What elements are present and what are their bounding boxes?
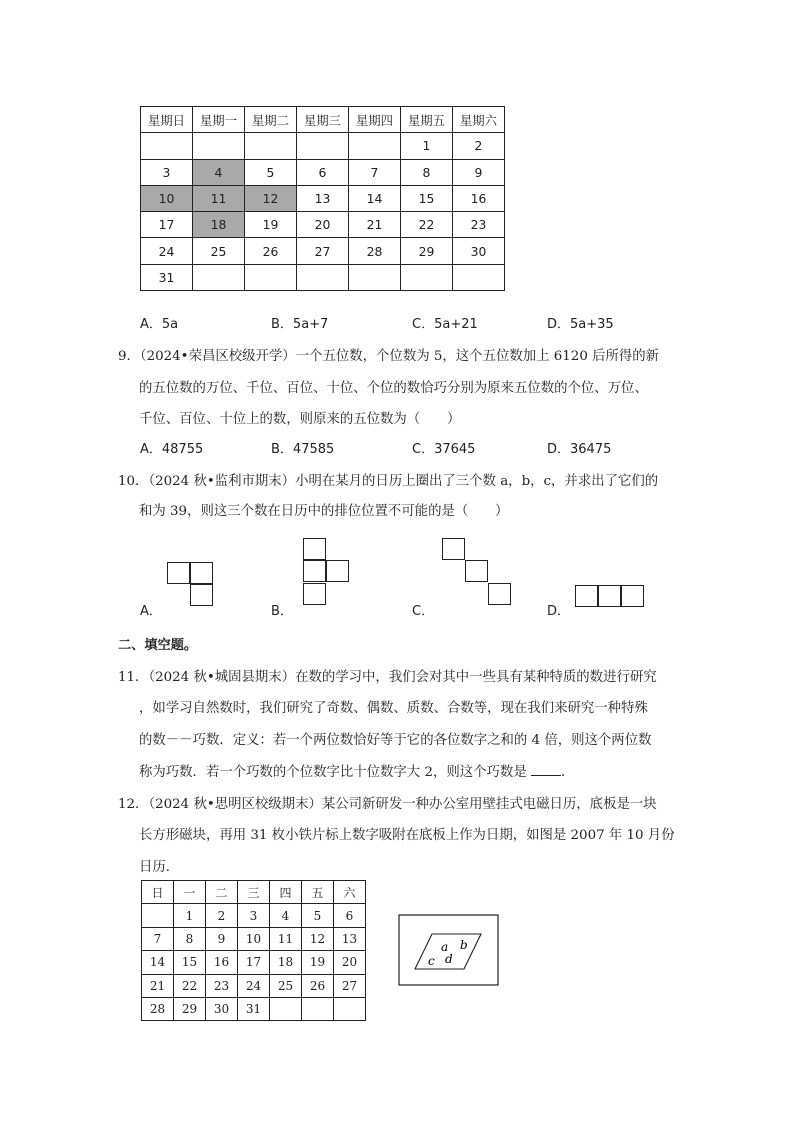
calendar-day-cell: 29 — [401, 238, 453, 264]
calendar-day-cell: 26 — [245, 238, 297, 264]
q10-option-c[interactable]: C． — [412, 604, 435, 619]
q11-line-4-tail: ． — [560, 765, 575, 780]
calendar-row — [141, 159, 505, 185]
grid-square — [303, 583, 326, 605]
calendar-day-cell: 3 — [238, 904, 270, 927]
calendar-day-cell: 1 — [401, 133, 453, 159]
calendar-row — [142, 927, 366, 950]
calendar-day-cell: 13 — [334, 927, 366, 950]
calendar-day-cell: 18 — [193, 212, 245, 238]
grid-square — [621, 585, 644, 607]
grid-square — [442, 538, 465, 560]
calendar-day-cell: 16 — [206, 951, 238, 974]
calendar-row — [142, 974, 366, 997]
calendar-header-cell: 一 — [174, 881, 206, 904]
calendar-day-cell: 15 — [174, 951, 206, 974]
calendar-table-q8 — [140, 106, 505, 291]
section-heading: 二、填空题。 — [118, 638, 198, 653]
calendar-day-cell: 30 — [453, 238, 505, 264]
calendar-day-cell: 16 — [453, 185, 505, 211]
q9-line-2: 的五位数的万位、千位、百位、十位、个位的数恰巧分别为原来五位数的个位、万位、 — [139, 381, 648, 396]
calendar-header-cell: 六 — [334, 881, 366, 904]
letter-d: d — [445, 952, 453, 966]
calendar-day-cell: 8 — [174, 927, 206, 950]
calendar-day-cell: 10 — [238, 927, 270, 950]
q9-line-1: 9．（2024•荣昌区校级开学）一个五位数，个位数为 5，这个五位数加上 6120 后所得的新 — [118, 349, 660, 364]
calendar-day-cell — [302, 997, 334, 1020]
calendar-header-cell: 星期五 — [401, 107, 453, 133]
grid-square — [575, 585, 598, 607]
calendar-header-cell: 星期二 — [245, 107, 297, 133]
q9-option-b[interactable]: B．47585 — [271, 442, 335, 457]
calendar-row — [142, 904, 366, 927]
calendar-day-cell: 23 — [206, 974, 238, 997]
q10-option-d[interactable]: D． — [547, 604, 571, 619]
calendar-row — [142, 997, 366, 1020]
calendar-header-cell: 五 — [302, 881, 334, 904]
grid-square — [326, 560, 349, 582]
calendar-header-cell: 星期一 — [193, 107, 245, 133]
calendar-day-cell: 18 — [270, 951, 302, 974]
calendar-table-q12 — [141, 880, 366, 1021]
calendar-day-cell: 20 — [297, 212, 349, 238]
calendar-day-cell: 9 — [453, 159, 505, 185]
calendar-day-cell: 27 — [334, 974, 366, 997]
calendar-row — [141, 212, 505, 238]
calendar-day-cell: 4 — [270, 904, 302, 927]
q9-option-a[interactable]: A．48755 — [140, 442, 204, 457]
calendar-header-cell: 二 — [206, 881, 238, 904]
calendar-row — [141, 238, 505, 264]
calendar-header-cell: 星期三 — [297, 107, 349, 133]
calendar-day-cell: 23 — [453, 212, 505, 238]
calendar-day-cell: 3 — [141, 159, 193, 185]
calendar-day-cell: 4 — [193, 159, 245, 185]
calendar-day-cell — [453, 264, 505, 290]
calendar-day-cell — [297, 264, 349, 290]
calendar-day-cell: 19 — [245, 212, 297, 238]
grid-square — [465, 560, 488, 582]
calendar-day-cell — [142, 904, 174, 927]
q9-line-3: 千位、百位、十位上的数，则原来的五位数为（ ） — [139, 412, 461, 427]
calendar-day-cell: 14 — [349, 185, 401, 211]
calendar-day-cell: 24 — [141, 238, 193, 264]
calendar-day-cell — [297, 133, 349, 159]
calendar-day-cell: 8 — [401, 159, 453, 185]
q11-line-4 — [139, 761, 574, 780]
letter-a: a — [441, 940, 449, 954]
letter-b: b — [460, 938, 468, 952]
calendar-day-cell — [193, 264, 245, 290]
calendar-day-cell: 12 — [302, 927, 334, 950]
calendar-day-cell: 5 — [302, 904, 334, 927]
calendar-day-cell: 5 — [245, 159, 297, 185]
calendar-day-cell: 21 — [142, 974, 174, 997]
calendar-day-cell: 19 — [302, 951, 334, 974]
calendar-day-cell: 12 — [245, 185, 297, 211]
calendar-day-cell: 25 — [193, 238, 245, 264]
calendar-header-cell: 四 — [270, 881, 302, 904]
calendar-day-cell — [401, 264, 453, 290]
calendar-header-cell: 日 — [142, 881, 174, 904]
calendar-day-cell: 31 — [238, 997, 270, 1020]
q9-option-d[interactable]: D．36475 — [547, 442, 612, 457]
q9-option-c[interactable]: C．37645 — [412, 442, 476, 457]
calendar-day-cell: 2 — [453, 133, 505, 159]
q8-option-c[interactable]: C．5a+21 — [412, 317, 478, 332]
grid-square — [303, 560, 326, 582]
q11-line-1: 11．（2024 秋•城固县期末）在数的学习中，我们会对其中一些具有某种特质的数进行研究 — [118, 670, 657, 685]
calendar-day-cell: 30 — [206, 997, 238, 1020]
q12-line-3: 日历． — [139, 860, 180, 875]
calendar-day-cell — [349, 133, 401, 159]
q10-option-b[interactable]: B． — [271, 604, 293, 619]
calendar-day-cell: 7 — [142, 927, 174, 950]
q10-line-1: 10．（2024 秋•监利市期末）小明在某月的日历上圈出了三个数 a，b，c，并求出了它们的 — [118, 474, 659, 489]
q11-line-2: ，如学习自然数时，我们研究了奇数、偶数、质数、合数等，现在我们来研究一种特殊 — [139, 701, 648, 716]
calendar-header-cell: 三 — [238, 881, 270, 904]
calendar-day-cell: 28 — [349, 238, 401, 264]
calendar-day-cell: 20 — [334, 951, 366, 974]
magnetic-board-figure — [398, 914, 499, 986]
calendar-day-cell: 27 — [297, 238, 349, 264]
calendar-day-cell — [245, 264, 297, 290]
calendar-day-cell — [334, 997, 366, 1020]
calendar-row — [141, 185, 505, 211]
calendar-day-cell: 15 — [401, 185, 453, 211]
calendar-row — [142, 951, 366, 974]
calendar-day-cell: 13 — [297, 185, 349, 211]
calendar-day-cell: 6 — [334, 904, 366, 927]
calendar-day-cell: 6 — [297, 159, 349, 185]
grid-square — [167, 562, 190, 584]
answer-blank[interactable] — [531, 765, 561, 776]
calendar-day-cell: 31 — [141, 264, 193, 290]
q8-option-a[interactable]: A．5a — [140, 317, 179, 332]
calendar-day-cell: 17 — [141, 212, 193, 238]
calendar-day-cell: 24 — [238, 974, 270, 997]
calendar-day-cell: 21 — [349, 212, 401, 238]
board-rectangle — [399, 915, 498, 985]
calendar-day-cell: 7 — [349, 159, 401, 185]
calendar-header-cell: 星期四 — [349, 107, 401, 133]
calendar-day-cell: 28 — [142, 997, 174, 1020]
calendar-header-cell: 星期六 — [453, 107, 505, 133]
calendar-header-cell: 星期日 — [141, 107, 193, 133]
calendar-day-cell: 10 — [141, 185, 193, 211]
grid-square — [190, 562, 213, 584]
calendar-row — [141, 264, 505, 290]
calendar-day-cell: 29 — [174, 997, 206, 1020]
calendar-day-cell: 26 — [302, 974, 334, 997]
q11-line-3: 的数－－巧数．定义：若一个两位数恰好等于它的各位数字之和的 4 倍，则这个两位数 — [139, 733, 652, 748]
calendar-day-cell: 22 — [401, 212, 453, 238]
calendar-day-cell: 14 — [142, 951, 174, 974]
q8-option-b[interactable]: B．5a+7 — [271, 317, 329, 332]
grid-square — [598, 585, 621, 607]
calendar-day-cell — [349, 264, 401, 290]
q11-line-4-text: 称为巧数．若一个巧数的个位数字比十位数字大 2，则这个巧数是 — [139, 765, 527, 780]
calendar-day-cell: 9 — [206, 927, 238, 950]
calendar-day-cell: 1 — [174, 904, 206, 927]
grid-square — [488, 583, 511, 605]
calendar-day-cell — [141, 133, 193, 159]
calendar-day-cell: 25 — [270, 974, 302, 997]
calendar-day-cell — [193, 133, 245, 159]
grid-square — [190, 584, 213, 606]
calendar-day-cell: 11 — [193, 185, 245, 211]
q10-line-2: 和为 39，则这三个数在日历中的排位位置不可能的是（ ） — [139, 504, 509, 519]
q8-option-d[interactable]: D．5a+35 — [547, 317, 614, 332]
calendar-day-cell: 22 — [174, 974, 206, 997]
calendar-day-cell: 2 — [206, 904, 238, 927]
calendar-day-cell — [270, 997, 302, 1020]
letter-c: c — [428, 954, 435, 968]
calendar-day-cell — [245, 133, 297, 159]
calendar-day-cell: 17 — [238, 951, 270, 974]
calendar-day-cell: 11 — [270, 927, 302, 950]
q12-line-1: 12．（2024 秋•思明区校级期末）某公司新研发一种办公室用壁挂式电磁日历，底板是一块 — [118, 797, 657, 812]
calendar-row — [141, 133, 505, 159]
grid-square — [303, 538, 326, 560]
q10-option-a[interactable]: A． — [140, 604, 162, 619]
q12-line-2: 长方形磁块，再用 31 枚小铁片标上数字吸附在底板上作为日期，如图是 2007 年 10 月份 — [139, 828, 675, 843]
